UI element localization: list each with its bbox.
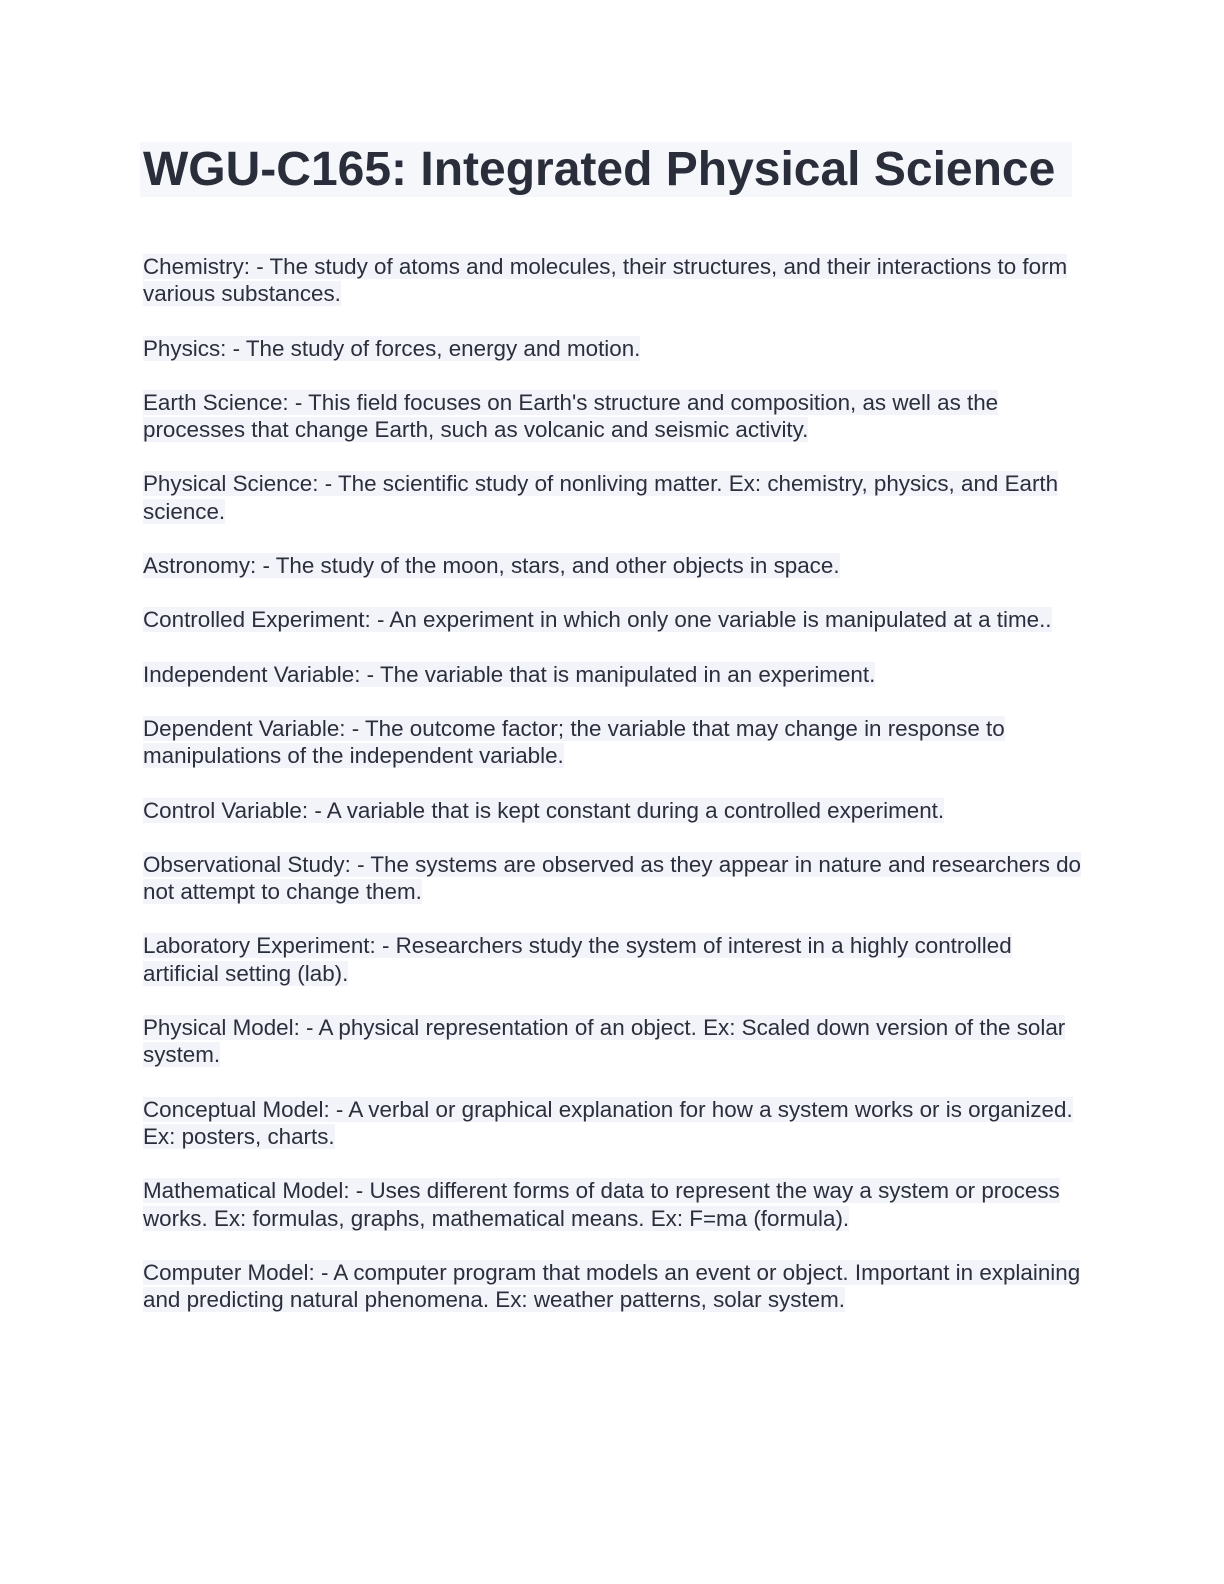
glossary-entry-controlled-experiment [143,606,1083,633]
glossary-entry-text: Conceptual Model: - A verbal or graphical explanation for how a system works or is organized. Ex: posters, charts. [143,1096,1073,1149]
glossary-entry-text: Control Variable: - A variable that is kept constant during a controlled experiment. [143,797,945,823]
glossary-entry-earth-science [143,389,1083,444]
glossary-entry-text: Physics: - The study of forces, energy and motion. [143,335,641,361]
glossary-entry-physics [143,335,1083,362]
glossary-entry-text: Dependent Variable: - The outcome factor; the variable that may change in response to manipulations of the independent variable. [143,715,1005,769]
glossary-entry-text: Computer Model: - A computer program that models an event or object. Important in explaining and predicting natural phenomena. Ex: weather patterns, solar system. [143,1259,1081,1313]
glossary-entry-laboratory-experiment [143,932,1083,987]
glossary-list [143,253,1083,1340]
glossary-entry-computer-model [143,1259,1083,1314]
title-highlight [140,142,1072,197]
glossary-entry-text: Observational Study: - The systems are observed as they appear in nature and researchers do not attempt to change them. [143,851,1082,905]
glossary-entry-text: Independent Variable: - The variable that is manipulated in an experiment. [143,661,876,687]
glossary-entry-physical-science [143,470,1083,525]
glossary-entry-text: Earth Science: - This field focuses on Earth's structure and composition, as well as the processes that change Earth, such as volcanic and seismic activity. [143,389,999,443]
glossary-entry-text: Physical Model: - A physical representation of an object. Ex: Scaled down version of the solar system. [143,1015,1066,1068]
glossary-entry-control-variable [143,797,1083,824]
page-title: WGU-C165: Integrated Physical Science [143,143,1056,196]
glossary-entry-independent-variable [143,661,1083,688]
glossary-entry-text: Chemistry: - The study of atoms and molecules, their structures, and their interactions to form various substances. [143,254,1068,307]
glossary-entry-text: Physical Science: - The scientific study of nonliving matter. Ex: chemistry, physics, and Earth science. [143,471,1059,524]
glossary-entry-chemistry [143,253,1083,308]
glossary-entry-physical-model [143,1014,1083,1069]
glossary-entry-mathematical-model [143,1177,1083,1232]
glossary-entry-text: Controlled Experiment: - An experiment in which only one variable is manipulated at a time.. [143,607,1052,633]
glossary-entry-text: Astronomy: - The study of the moon, stars, and other objects in space. [143,553,840,579]
glossary-entry-dependent-variable [143,715,1083,770]
glossary-entry-text: Mathematical Model: - Uses different forms of data to represent the way a system or process works. Ex: formulas, graphs, mathematical means. Ex: F=ma (formula). [143,1178,1060,1231]
glossary-entry-astronomy [143,552,1083,579]
glossary-entry-text: Laboratory Experiment: - Researchers study the system of interest in a highly controlled artificial setting (lab). [143,933,1012,986]
glossary-entry-observational-study [143,851,1083,906]
glossary-entry-conceptual-model [143,1096,1083,1151]
